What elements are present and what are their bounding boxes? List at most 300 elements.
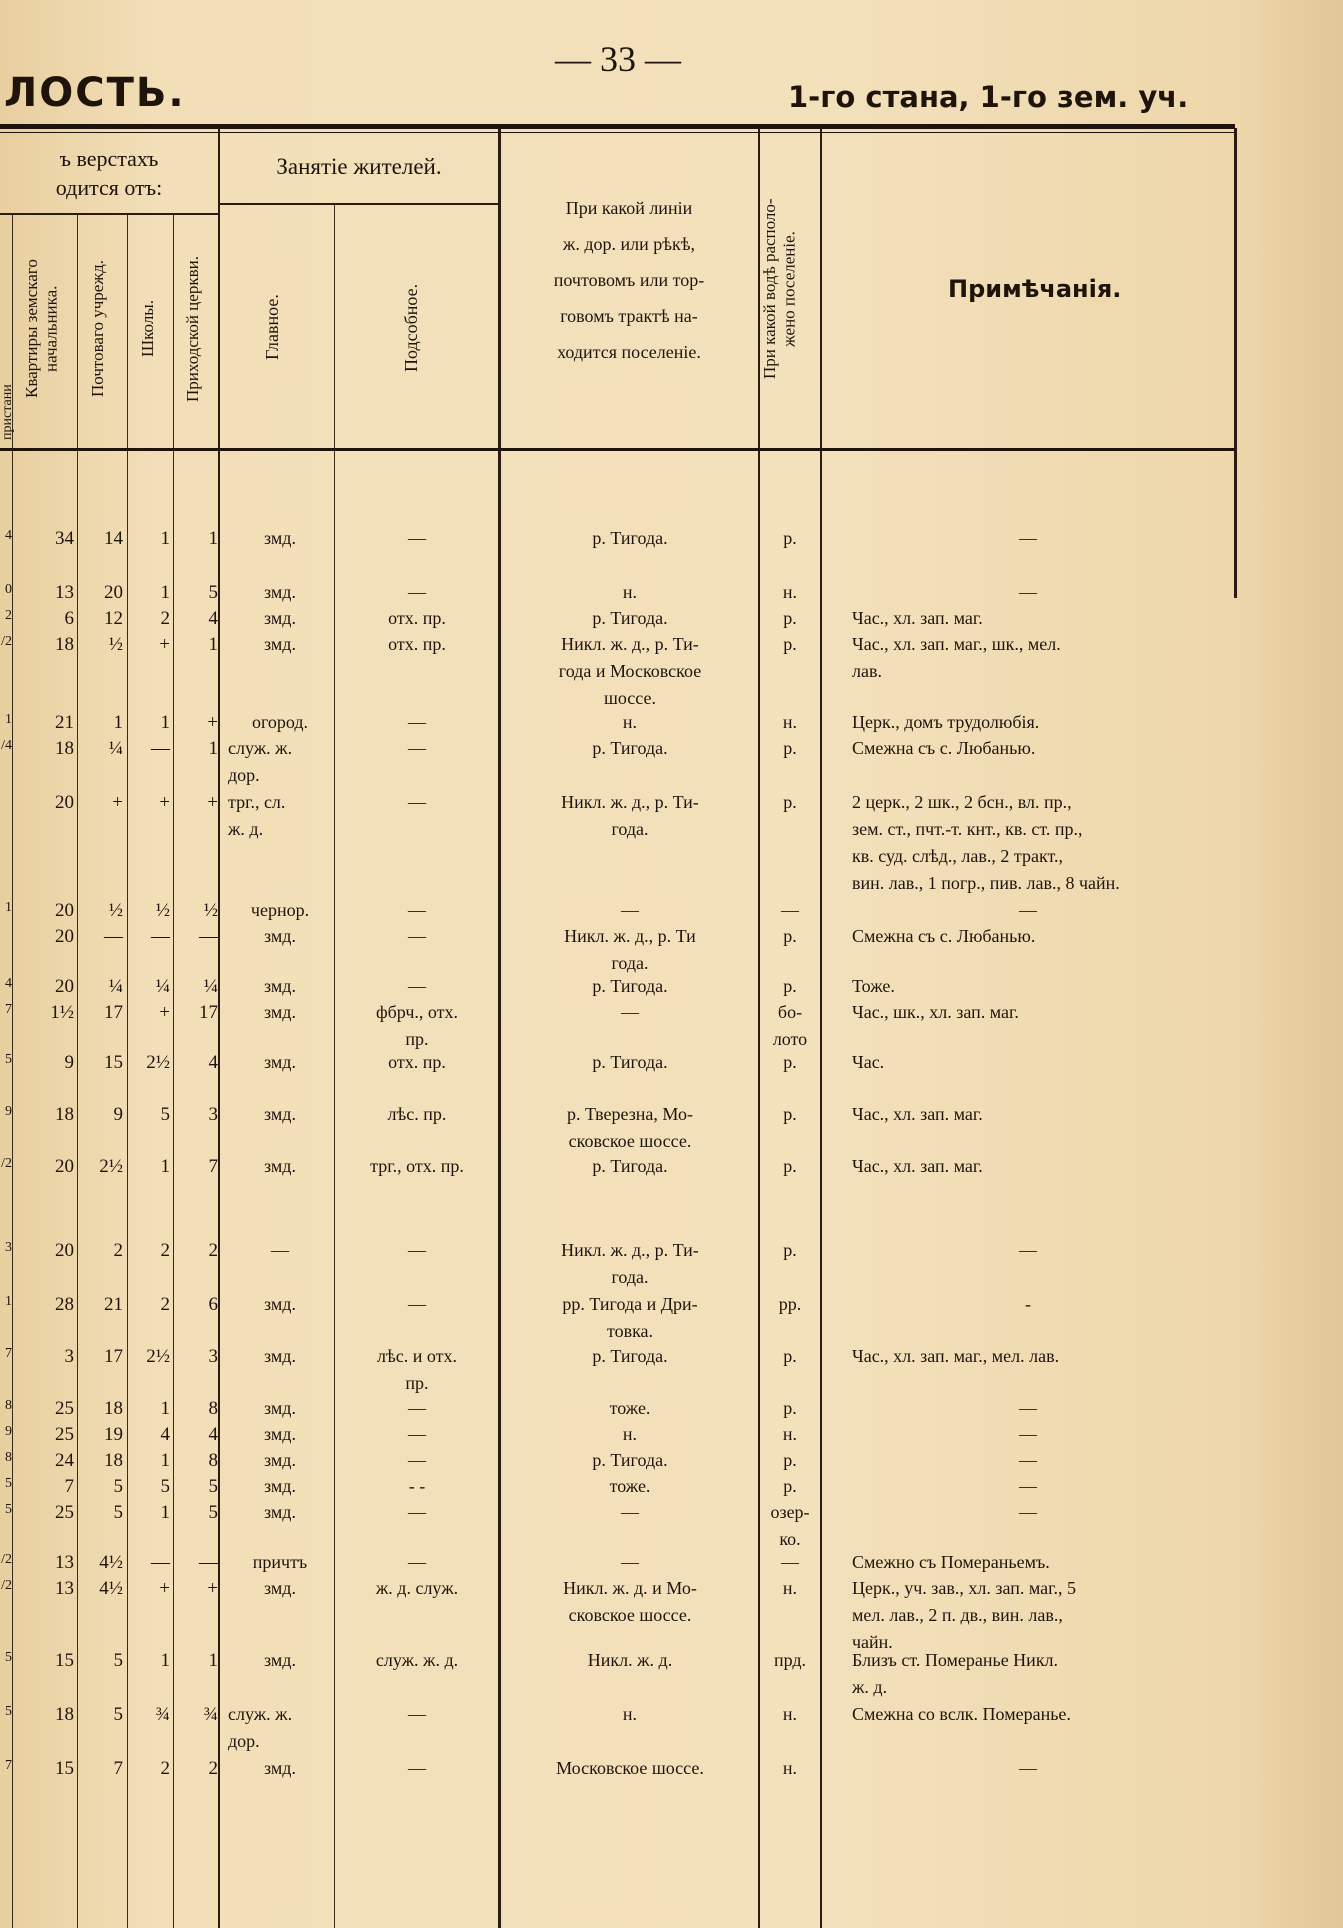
route-line: сковское шоссе. [568, 1131, 692, 1151]
church-distance: 5 [208, 1502, 218, 1523]
distance-header-line2: одится отъ: [55, 174, 163, 200]
cut-value: 8 [5, 1450, 12, 1465]
note-text: — [1019, 1476, 1037, 1496]
school-distance: 2 [160, 1294, 170, 1315]
main-occupation: служ. ж. [228, 1704, 293, 1724]
top-rule [0, 124, 1235, 129]
aux-occupation: — [408, 926, 426, 946]
route-line: товка. [606, 1321, 654, 1341]
top-rule-thin [0, 132, 1235, 133]
aux-occupation: — [408, 738, 426, 758]
route-line: сковское шоссе. [568, 1605, 692, 1625]
church-distance: 1 [208, 634, 218, 655]
note-text: Час., хл. зап. маг. [852, 1104, 983, 1124]
main-occupation: — [271, 1240, 289, 1260]
zemsky-distance: 24 [55, 1450, 74, 1471]
post-distance: 17 [104, 1002, 123, 1023]
church-distance: 1 [208, 1650, 218, 1671]
school-distance: 1 [160, 1156, 170, 1177]
zemsky-header-line1: Квартиры земскаго [22, 259, 41, 399]
aux-occupation: — [408, 1424, 426, 1444]
cut-value: 9 [5, 1424, 12, 1439]
school-distance: 1 [160, 1650, 170, 1671]
occupation-group-header: Занятіе жителей. [276, 154, 442, 179]
route-line: Никл. ж. д. и Мо- [563, 1578, 697, 1598]
route-line: — [621, 900, 639, 920]
post-distance: 5 [113, 1476, 123, 1497]
church-distance: 2 [208, 1758, 218, 1779]
water-body: р. [783, 1240, 797, 1260]
aux-occupation: служ. ж. д. [375, 1650, 459, 1670]
cut-value: 7 [5, 1002, 12, 1017]
main-occupation: змд. [264, 1156, 296, 1176]
page-edge-shadow [1240, 0, 1343, 1928]
water-body: прд. [773, 1650, 807, 1670]
water-body: н. [782, 1424, 798, 1444]
route-line: тоже. [609, 1476, 651, 1496]
zemsky-distance: 9 [64, 1052, 74, 1073]
main-occupation: змд. [264, 1104, 296, 1124]
note-text: — [1019, 1450, 1037, 1470]
line-header-4: говомъ трактѣ на- [560, 306, 698, 326]
note-text: Смежна со вслк. Померанье. [852, 1704, 1071, 1724]
zemsky-column-header [22, 218, 72, 440]
aux-occupation: — [408, 712, 426, 732]
note-text: Близъ ст. Померанье Никл. [852, 1650, 1059, 1670]
water-body: бо- [777, 1002, 803, 1022]
church-distance: 3 [208, 1346, 218, 1367]
post-distance: ½ [108, 634, 123, 655]
note-text: Час., хл. зап. маг. [852, 1156, 983, 1176]
note-text: Церк., уч. зав., хл. зап. маг., 5 [852, 1578, 1076, 1598]
post-distance: 18 [104, 1450, 123, 1471]
main-occupation: служ. ж. [228, 738, 293, 758]
post-column-header: Почтоваго учрежд. [88, 260, 107, 398]
main-occupation: змд. [264, 1052, 296, 1072]
school-distance: 1 [160, 712, 170, 733]
zemsky-distance: 28 [55, 1294, 74, 1315]
aux-occupation: — [408, 1450, 426, 1470]
post-distance: 5 [113, 1704, 123, 1725]
post-distance: 14 [104, 528, 123, 549]
water-body: лото [772, 1029, 808, 1049]
school-distance: ½ [155, 900, 170, 921]
main-occupation: змд. [264, 1398, 296, 1418]
cut-value: 9 [5, 1104, 12, 1119]
route-line: Никл. ж. д., р. Ти- [561, 792, 699, 812]
main-occupation: трг., сл. [228, 792, 286, 812]
route-line: года и Московское [558, 661, 702, 681]
zemsky-distance: 13 [55, 582, 74, 603]
occupation-group-underline [220, 203, 498, 205]
zemsky-distance: 20 [55, 976, 74, 997]
aux-occupation: пр. [405, 1029, 429, 1049]
church-distance: 5 [208, 582, 218, 603]
zemsky-distance: 13 [55, 1578, 74, 1599]
aux-occupation: — [408, 1502, 426, 1522]
main-occupation: змд. [264, 1650, 296, 1670]
aux-occupation: пр. [405, 1373, 429, 1393]
water-body: р. [783, 976, 797, 996]
water-body: н. [782, 582, 798, 602]
zemsky-distance: 1½ [50, 1002, 74, 1023]
water-header-line1: При какой водѣ располо- [760, 198, 779, 380]
zemsky-distance: 18 [55, 738, 74, 759]
route-line: н. [622, 582, 638, 602]
cut-value: 5 [5, 1476, 12, 1491]
note-text: — [1019, 1424, 1037, 1444]
water-body: р. [783, 1156, 797, 1176]
header-bottom-rule [0, 448, 1235, 451]
church-distance: 3 [208, 1104, 218, 1125]
cut-value: 3 [5, 1240, 12, 1255]
post-distance: + [112, 792, 123, 813]
aux-occupation: — [408, 1398, 426, 1418]
route-line: р. Тигода. [592, 608, 668, 628]
zemsky-distance: 13 [55, 1552, 74, 1573]
main-occupation: змд. [264, 1578, 296, 1598]
zemsky-distance: 18 [55, 1104, 74, 1125]
school-distance: + [159, 792, 170, 813]
aux-occupation: — [408, 1294, 426, 1314]
school-distance: — [151, 926, 170, 947]
cut-value: 8 [5, 1398, 12, 1413]
water-body: р. [783, 1346, 797, 1366]
main-occupation: змд. [264, 1294, 296, 1314]
cut-value: 7 [5, 1346, 12, 1361]
aux-occupation: — [408, 1552, 426, 1572]
route-line: р. Тигода. [592, 738, 668, 758]
main-occupation: дор. [228, 765, 260, 785]
note-text: — [1019, 1502, 1037, 1522]
church-distance: 8 [208, 1398, 218, 1419]
post-distance: 20 [104, 582, 123, 603]
occupation-main-header: Главное. [262, 294, 282, 361]
school-distance: 4 [160, 1424, 170, 1445]
notes-column-header: Примѣчанія. [948, 275, 1122, 303]
cut-value: 5 [5, 1502, 12, 1517]
route-line: Никл. ж. д., р. Ти [564, 926, 696, 946]
post-distance: 15 [104, 1052, 123, 1073]
main-occupation: змд. [264, 1502, 296, 1522]
post-distance: 5 [113, 1650, 123, 1671]
note-text: Час., шк., хл. зап. маг. [852, 1002, 1019, 1022]
aux-occupation: — [408, 900, 426, 920]
cut-value: 5 [5, 1704, 12, 1719]
water-body: — [781, 1552, 799, 1572]
divider-right-upper [1234, 128, 1237, 598]
zemsky-distance: 15 [55, 1758, 74, 1779]
zemsky-distance: 18 [55, 1704, 74, 1725]
route-line: р. Тигода. [592, 528, 668, 548]
zemsky-distance: 20 [55, 1156, 74, 1177]
aux-occupation: фбрч., отх. [375, 1002, 459, 1022]
route-line: тоже. [609, 1398, 651, 1418]
cut-column-header: пристани [0, 384, 15, 440]
post-distance: 18 [104, 1398, 123, 1419]
cut-value: 2 [5, 608, 12, 623]
route-line: р. Тигода. [592, 976, 668, 996]
cut-value: 1 [5, 712, 12, 727]
cut-value: 1 [5, 900, 12, 915]
post-distance: ½ [108, 900, 123, 921]
church-distance: 4 [208, 1052, 218, 1073]
aux-occupation: — [408, 1758, 426, 1778]
church-distance: + [207, 792, 218, 813]
school-distance: 5 [160, 1104, 170, 1125]
church-distance: 4 [208, 608, 218, 629]
water-body: н. [782, 712, 798, 732]
water-body: р. [783, 1052, 797, 1072]
water-body: р. [783, 608, 797, 628]
church-distance: 5 [208, 1476, 218, 1497]
zemsky-distance: 20 [55, 792, 74, 813]
note-text: — [1019, 582, 1037, 602]
main-occupation: змд. [264, 976, 296, 996]
note-text: лав. [852, 661, 882, 681]
aux-occupation: лѣс. пр. [387, 1104, 447, 1124]
note-text: зем. ст., пчт.-т. кнт., кв. ст. пр., [852, 819, 1083, 839]
route-line: р. Тверезна, Мо- [567, 1104, 693, 1124]
note-text: ж. д. [852, 1677, 888, 1697]
church-distance: ¾ [203, 1704, 218, 1725]
divider-distance [218, 128, 220, 1928]
school-distance: 1 [160, 1398, 170, 1419]
route-line: — [621, 1502, 639, 1522]
post-distance: ¼ [108, 976, 123, 997]
school-distance: 2 [160, 1758, 170, 1779]
post-distance: 9 [113, 1104, 123, 1125]
route-line: р. Тигода. [592, 1346, 668, 1366]
distance-group-header [0, 145, 218, 202]
divider-occupation [334, 205, 335, 1928]
water-body: р. [783, 1104, 797, 1124]
school-distance: + [159, 1002, 170, 1023]
note-text: Час., хл. зап. маг. [852, 608, 983, 628]
water-body: рр. [778, 1294, 802, 1314]
zemsky-distance: 7 [64, 1476, 74, 1497]
route-line: шоссе. [604, 688, 656, 708]
school-distance: + [159, 1578, 170, 1599]
cut-value: 7 [5, 1758, 12, 1773]
main-occupation: змд. [264, 528, 296, 548]
route-line: года. [611, 819, 649, 839]
note-text: - [1025, 1294, 1031, 1314]
cut-value: /2 [1, 1552, 12, 1567]
church-distance: 7 [208, 1156, 218, 1177]
route-line: н. [622, 1424, 638, 1444]
church-distance: ½ [203, 900, 218, 921]
route-line: р. Тигода. [592, 1156, 668, 1176]
distance-header-line1: ъ верстахъ [59, 146, 159, 171]
note-text: — [1019, 900, 1037, 920]
route-line: — [621, 1002, 639, 1022]
note-text: чайн. [852, 1632, 893, 1652]
church-distance: 1 [208, 528, 218, 549]
post-distance: ¼ [108, 738, 123, 759]
note-text: Час., хл. зап. маг., мел. лав. [852, 1346, 1060, 1366]
water-header-line2: жено поселеніе. [779, 231, 799, 347]
water-body: р. [783, 792, 797, 812]
post-distance: 7 [113, 1758, 123, 1779]
note-text: Церк., домъ трудолюбія. [852, 712, 1040, 732]
main-occupation: змд. [264, 634, 296, 654]
school-distance: ¾ [155, 1704, 170, 1725]
cut-value: /2 [1, 1156, 12, 1171]
main-occupation: змд. [264, 926, 296, 946]
church-distance: + [207, 1578, 218, 1599]
page-title-fragment: ЛОСТЬ. [4, 70, 186, 116]
zemsky-distance: 6 [64, 608, 74, 629]
note-text: 2 церк., 2 шк., 2 бсн., вл. пр., [852, 792, 1072, 812]
note-text: Тоже. [852, 976, 895, 996]
post-distance: 2½ [99, 1156, 123, 1177]
note-text: Смежна съ с. Любанью. [852, 926, 1036, 946]
post-distance: 1 [113, 712, 123, 733]
cut-value: /2 [1, 1578, 12, 1593]
school-distance: 2 [160, 1240, 170, 1261]
main-occupation: змд. [264, 1758, 296, 1778]
main-occupation: змд. [264, 1002, 296, 1022]
note-text: — [1019, 528, 1037, 548]
main-occupation: дор. [228, 1731, 260, 1751]
aux-occupation: — [408, 528, 426, 548]
zemsky-distance: 3 [64, 1346, 74, 1367]
school-distance: — [151, 1552, 170, 1573]
water-body: р. [783, 1450, 797, 1470]
school-distance: 1 [160, 582, 170, 603]
route-line: Никл. ж. д. [587, 1650, 673, 1670]
water-body: р. [783, 528, 797, 548]
school-distance: 5 [160, 1476, 170, 1497]
cut-value: 4 [5, 528, 12, 543]
note-text: — [1019, 1398, 1037, 1418]
water-body: озер- [770, 1502, 810, 1522]
church-distance: 6 [208, 1294, 218, 1315]
aux-occupation: — [408, 582, 426, 602]
note-text: Смежно съ Помераньемъ. [852, 1552, 1050, 1572]
section-title: 1-го стана, 1-го зем. уч. [788, 80, 1189, 114]
line-header-3: почтовомъ или тор- [553, 270, 705, 290]
zemsky-distance: 25 [55, 1424, 74, 1445]
water-body: ко. [779, 1529, 801, 1549]
water-body: р. [783, 1476, 797, 1496]
church-distance: — [199, 1552, 218, 1573]
church-distance: 2 [208, 1240, 218, 1261]
route-line: года. [611, 953, 649, 973]
zemsky-header-line2: начальника. [41, 285, 61, 373]
zemsky-distance: 20 [55, 1240, 74, 1261]
post-distance: 4½ [99, 1578, 123, 1599]
aux-occupation: трг., отх. пр. [370, 1156, 464, 1176]
main-occupation: огород. [251, 712, 309, 732]
main-occupation: змд. [264, 582, 296, 602]
cut-value: 4 [5, 976, 12, 991]
cut-value: 5 [5, 1052, 12, 1067]
school-distance: 2 [160, 608, 170, 629]
note-text: кв. суд. слѣд., лав., 2 тракт., [852, 846, 1063, 866]
cut-value: 1 [5, 1294, 12, 1309]
water-body: р. [783, 926, 797, 946]
school-column-header: Школы. [138, 300, 157, 358]
route-line: н. [622, 1704, 638, 1724]
zemsky-distance: 20 [55, 900, 74, 921]
route-line: Московское шоссе. [556, 1758, 704, 1778]
occupation-aux-header: Подсобное. [401, 283, 421, 372]
note-text: Смежна съ с. Любанью. [852, 738, 1036, 758]
main-occupation: змд. [264, 1476, 296, 1496]
route-line: р. Тигода. [592, 1450, 668, 1470]
church-distance: — [199, 926, 218, 947]
cut-value: /2 [1, 634, 12, 649]
note-text: — [1019, 1758, 1037, 1778]
line-header-5: ходится поселеніе. [557, 342, 701, 362]
aux-occupation: отх. пр. [388, 634, 446, 654]
zemsky-distance: 20 [55, 926, 74, 947]
post-distance: — [104, 926, 123, 947]
school-distance: + [159, 634, 170, 655]
aux-occupation: отх. пр. [388, 608, 446, 628]
distance-group-underline [0, 213, 218, 215]
aux-occupation: ж. д. служ. [375, 1578, 459, 1598]
route-line: р. Тигода. [592, 1052, 668, 1072]
divider-notes [820, 128, 822, 1928]
route-line: — [621, 1552, 639, 1572]
line-header-1: При какой линіи [565, 198, 693, 218]
school-distance: 2½ [146, 1346, 170, 1367]
aux-occupation: — [408, 976, 426, 996]
divider-line [498, 128, 501, 1928]
post-distance: 5 [113, 1502, 123, 1523]
post-distance: 12 [104, 608, 123, 629]
water-body: р. [783, 634, 797, 654]
water-body: р. [783, 1398, 797, 1418]
cut-value: 0 [5, 582, 12, 597]
post-distance: 19 [104, 1424, 123, 1445]
church-distance: + [207, 712, 218, 733]
school-distance: 1 [160, 1450, 170, 1471]
water-column-header [760, 138, 818, 440]
water-body: н. [782, 1578, 798, 1598]
school-distance: — [151, 738, 170, 759]
main-occupation: змд. [264, 608, 296, 628]
route-line: н. [622, 712, 638, 732]
main-occupation: ж. д. [228, 819, 264, 839]
line-header-2: ж. дор. или рѣкѣ, [562, 234, 696, 254]
line-column-header [500, 190, 758, 370]
divider-cut [12, 215, 13, 1928]
aux-occupation: лѣс. и отх. [376, 1346, 457, 1366]
zemsky-distance: 25 [55, 1502, 74, 1523]
school-distance: 1 [160, 528, 170, 549]
note-text: Час. [852, 1052, 885, 1072]
note-text: Час., хл. зап. маг., шк., мел. [852, 634, 1061, 654]
route-line: Никл. ж. д., р. Ти- [561, 634, 699, 654]
church-column-header: Приходской церкви. [183, 256, 202, 402]
aux-occupation: — [408, 792, 426, 812]
route-line: года. [611, 1267, 649, 1287]
note-text: вин. лав., 1 погр., пив. лав., 8 чайн. [852, 873, 1120, 893]
aux-occupation: отх. пр. [388, 1052, 446, 1072]
school-distance: ¼ [155, 976, 170, 997]
water-body: н. [782, 1758, 798, 1778]
church-distance: ¼ [203, 976, 218, 997]
church-distance: 1 [208, 738, 218, 759]
aux-occupation: — [408, 1704, 426, 1724]
school-distance: 1 [160, 1502, 170, 1523]
route-line: рр. Тигода и Дри- [562, 1294, 698, 1314]
aux-occupation: - - [408, 1476, 426, 1496]
